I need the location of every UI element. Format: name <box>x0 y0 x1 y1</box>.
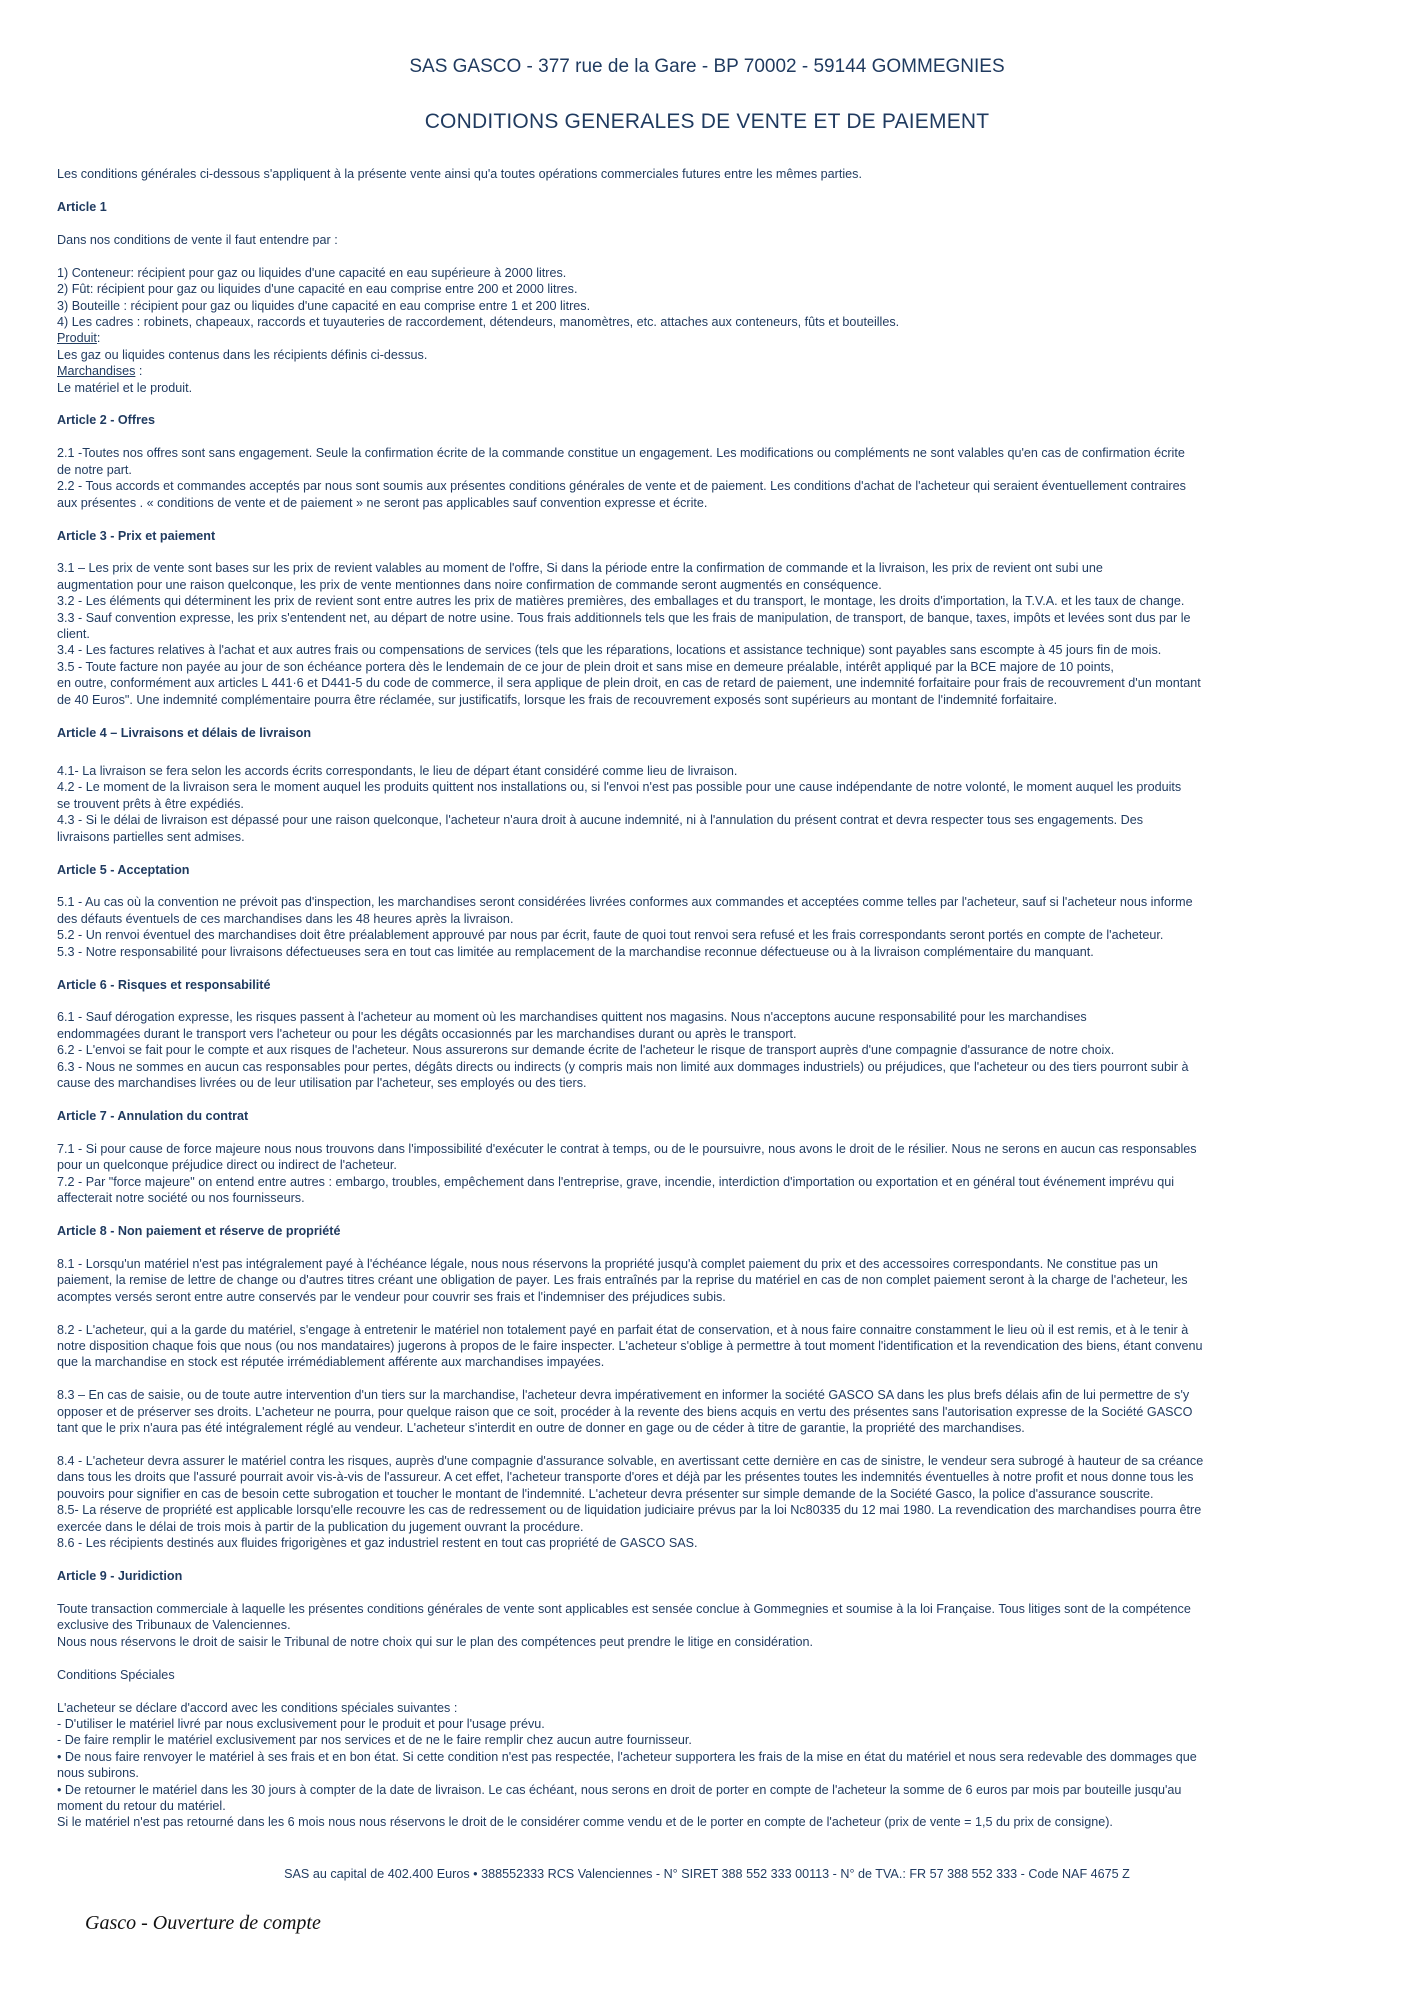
article-9-line: Nous nous réservons le droit de saisir le Tribunal de notre choix qui sur le plan des compétences peut prendre le litige en considération. <box>57 1634 814 1649</box>
article-8-1-line: paiement, la remise de lettre de change ou d'autres titres créant une obligation de payer. Les frais entraînés par la reprise du matériel en cas de non complet paiement seront à la charge de l'acheteur, les <box>57 1273 1188 1288</box>
article-9-line: exclusive des Tribunaux de Valenciennes. <box>57 1618 291 1633</box>
article-6-line: 6.1 - Sauf dérogation expresse, les risques passent à l'acheteur au moment où les marchandises quittent nos magasins. Nous n'acceptons aucune responsabilité pour les marchandises <box>57 1010 1087 1025</box>
article-5-heading: Article 5 - Acceptation <box>57 862 190 877</box>
special-conditions-line: L'acheteur se déclare d'accord avec les conditions spéciales suivantes : <box>57 1700 458 1715</box>
marchandises-label: Marchandises <box>57 364 136 379</box>
article-1-item: 2) Fût: récipient pour gaz ou liquides d'une capacité en eau comprise entre 200 et 2000 litres. <box>57 282 578 297</box>
article-6-heading: Article 6 - Risques et responsabilité <box>57 977 271 992</box>
article-6-line: 6.2 - L'envoi se fait pour le compte et aux risques de l'acheteur. Nous assurerons sur demande écrite de l'acheteur le risque de transport auprès d'une compagnie d'assurance de notre choix. <box>57 1043 1115 1058</box>
article-1-item: 4) Les cadres : robinets, chapeaux, raccords et tuyauteries de raccordement, détendeurs, manomètres, etc. attaches aux conteneurs, fûts et bouteilles. <box>57 314 900 329</box>
article-1-lead: Dans nos conditions de vente il faut entendre par : <box>57 232 338 247</box>
special-conditions-line: - De faire remplir le matériel exclusivement par nos services et de ne le faire remplir chez aucun autre fournisseur. <box>57 1733 692 1748</box>
article-3-line: augmentation pour une raison quelconque, les prix de vente mentionnes dans noire confirmation de commande seront augmentés en conséquence. <box>57 577 882 592</box>
article-4-line: 4.1- La livraison se fera selon les accords écrits correspondants, le lieu de départ étant considéré comme lieu de livraison. <box>57 763 738 778</box>
article-8-heading: Article 8 - Non paiement et réserve de propriété <box>57 1224 341 1238</box>
article-7-line: 7.2 - Par "force majeure" on entend entre autres : embargo, troubles, empêchement dans l'entreprise, grave, incendie, interdiction d'importation ou exportation et en général tout événement imprévu qui <box>57 1174 1175 1189</box>
article-3-line: client. <box>57 627 90 642</box>
document-title: CONDITIONS GENERALES DE VENTE ET DE PAIEMENT <box>424 110 990 133</box>
article-5-line: des défauts éventuels de ces marchandises dans les 48 heures après la livraison. <box>57 911 514 926</box>
article-3-line: en outre, conformément aux articles L 441·6 et D441-5 du code de commerce, il sera applique de plein droit, en cas de retard de paiement, une indemnité forfaitaire pour frais de recouvrement d'un montant <box>57 676 1201 691</box>
article-8-3-line: opposer et de préserver ses droits. L'acheteur ne pourra, pour quelque raison que ce soit, procéder à la revente des biens acquis en vertu des présentes sans l'autorisation expresse de la Société GASCO <box>57 1404 1193 1419</box>
article-2-line: aux présentes . « conditions de vente et de paiement » ne seront pas applicables sauf convention expresse et écrite. <box>57 495 708 510</box>
article-3-line: 3.2 - Les éléments qui déterminent les prix de revient sont entre autres les prix de matières premières, des emballages et du transport, le montage, les droits d'importation, la T.V.A. et les taux de change. <box>57 594 1185 609</box>
article-5-line: 5.3 - Notre responsabilité pour livraisons défectueuses sera en tout cas limitée au remplacement de la marchandise reconnue défectueuse ou à la livraison complémentaire du manquant. <box>57 944 1094 959</box>
article-3-line: 3.3 - Sauf convention expresse, les prix s'entendent net, au départ de notre usine. Tous frais additionnels tels que les frais de manipulation, de transport, de banque, taxes, impôts et levées sont dus par le <box>57 610 1191 625</box>
article-6-line: 6.3 - Nous ne sommes en aucun cas responsables pour pertes, dégâts directs ou indirects (y compris mais non limité aux dommages industriels) ou préjudices, que l'acheteur ou des tiers pourront subir à <box>57 1059 1189 1074</box>
produit-label: Produit <box>57 331 97 346</box>
article-8-3-line: 8.3 – En cas de saisie, ou de toute autre intervention d'un tiers sur la marchandise, l'acheteur devra impérativement en informer la société GASCO SA dans les plus brefs délais afin de lui permettre de s'y <box>57 1388 1190 1403</box>
intro-paragraph: Les conditions générales ci-dessous s'appliquent à la présente vente ainsi qu'a toutes opérations commerciales futures entre les mêmes parties. <box>57 167 862 181</box>
article-7-heading: Article 7 - Annulation du contrat <box>57 1108 249 1123</box>
article-8-1-line: acomptes versés seront entre autre conservés par le vendeur pour couvrir ses frais et l'indemniser des préjudices subis. <box>57 1289 726 1304</box>
handwritten-signature-caption: Gasco - Ouverture de compte <box>85 1912 321 1934</box>
article-3-line: 3.5 - Toute facture non payée au jour de son échéance portera dès le lendemain de ce jour de plein droit et sans mise en demeure préalable, intérêt appliqué par la BCE majore de 10 points, <box>57 659 1114 674</box>
special-conditions-line: - D'utiliser le matériel livré par nous exclusivement pour le produit et pour l'usage prévu. <box>57 1716 545 1731</box>
article-8-2-line: que la marchandise en stock est réputée irrémédiablement afférente aux marchandises impayées. <box>57 1355 605 1370</box>
article-7-line: pour un quelconque préjudice direct ou indirect de l'acheteur. <box>57 1158 397 1173</box>
article-8-5-line: 8.5- La réserve de propriété est applicable lorsqu'elle recouvre les cas de redressement ou de liquidation judiciaire prévus par la loi Nc80335 du 12 mai 1980. La revendication des marchandises pourra être <box>57 1503 1202 1518</box>
marchandises-definition-text: Le matériel et le produit. <box>57 380 193 395</box>
article-8-4-line: dans tous les droits que l'assuré pourrait avoir vis-à-vis de l'assureur. A cet effet, l'acheteur transporte d'ores et déjà par les présentes toutes les indemnités éventuelles à notre profit et nous donne tous les <box>57 1470 1194 1485</box>
article-4-line: 4.3 - Si le délai de livraison est dépassé pour une raison quelconque, l'acheteur n'aura droit à aucune indemnité, ni à l'annulation du présent contrat et devra respecter tous ses engagements. Des <box>57 813 1144 828</box>
produit-definition-text: Les gaz ou liquides contenus dans les récipients définis ci-dessus. <box>57 347 428 362</box>
special-conditions-line: Si le matériel n'est pas retourné dans les 6 mois nous nous réservons le droit de le considérer comme vendu et de le porter en compte de l'acheteur (prix de vente = 1,5 du prix de consigne). <box>57 1815 1113 1830</box>
article-4-heading: Article 4 – Livraisons et délais de livraison <box>57 725 312 740</box>
article-4-line: se trouvent prêts à être expédiés. <box>57 796 244 811</box>
article-8-2-line: 8.2 - L'acheteur, qui a la garde du matériel, s'engage à entretenir le matériel non totalement payé en parfait état de conservation, et à nous faire connaitre constamment le lieu où il est remis, et à le tenir à <box>57 1322 1189 1337</box>
article-1-item: 3) Bouteille : récipient pour gaz ou liquides d'une capacité en eau comprise entre 1 et 200 litres. <box>57 298 591 313</box>
article-8-6-line: 8.6 - Les récipients destinés aux fluides frigorigènes et gaz industriel restent en tout cas propriété de GASCO SAS. <box>57 1536 698 1551</box>
article-8-1-line: 8.1 - Lorsqu'un matériel n'est pas intégralement payé à l'échéance légale, nous nous réservons la propriété jusqu'à complet paiement du prix et des accessoires correspondants. Ne constitue pas un <box>57 1256 1159 1271</box>
article-2-heading: Article 2 - Offres <box>57 413 155 428</box>
article-5-line: 5.2 - Un renvoi éventuel des marchandises doit être préalablement approuvé par nous par écrit, faute de quoi tout renvoi sera refusé et les frais correspondants seront portés en compte de l'acheteur. <box>57 928 1164 943</box>
article-3-line: 3.4 - Les factures relatives à l'achat et aux autres frais ou compensations de services (tels que les réparations, locations et assistance technique) sont payables sans escompte à 45 jours fin de mois. <box>57 643 1162 658</box>
article-1-item: 1) Conteneur: récipient pour gaz ou liquides d'une capacité en eau supérieure à 2000 litres. <box>57 265 567 280</box>
article-6-line: endommagées durant le transport vers l'acheteur ou pour les dégâts occasionnés par les marchandises durant ou après le transport. <box>57 1026 797 1041</box>
article-8-2-line: notre disposition chaque fois que nous (ou nos mandataires) jugerons à propos de le faire inspecter. L'acheteur s'oblige à permettre à tout moment l'identification et la revendication des biens, étant convenu <box>57 1339 1203 1354</box>
company-address-line: SAS GASCO - 377 rue de la Gare - BP 70002 - 59144 GOMMEGNIES <box>409 56 1005 77</box>
article-2-line: 2.1 -Toutes nos offres sont sans engagement. Seule la confirmation écrite de la commande constitue un engagement. Les modifications ou compléments ne sont valables qu'en cas de confirmation écrite <box>57 446 1185 461</box>
special-conditions-line: moment du retour du matériel. <box>57 1798 226 1813</box>
marchandises-definition-label: Marchandises : <box>57 364 143 379</box>
article-7-line: 7.1 - Si pour cause de force majeure nous nous trouvons dans l'impossibilité d'exécuter le contrat à temps, ou de le poursuivre, nous avons le droit de le résilier. Nous ne serons en aucun cas responsables <box>57 1141 1197 1156</box>
produit-definition-label: Produit: <box>57 331 101 346</box>
article-3-line: 3.1 – Les prix de vente sont bases sur les prix de revient valables au moment de l'offre, Si dans la période entre la confirmation de commande et la livraison, les prix de revient ont subi une <box>57 561 1103 576</box>
special-conditions-heading: Conditions Spéciales <box>57 1667 175 1682</box>
article-3-heading: Article 3 - Prix et paiement <box>57 528 216 543</box>
special-conditions-line: nous subirons. <box>57 1766 139 1781</box>
article-2-line: 2.2 - Tous accords et commandes acceptés par nous sont soumis aux présentes conditions générales de vente et de paiement. Les conditions d'achat de l'acheteur qui seraient éventuellement contraires <box>57 479 1186 494</box>
footer-company-info: SAS au capital de 402.400 Euros • 388552333 RCS Valenciennes - N° SIRET 388 552 333 00113 - N° de TVA.: FR 57 388 552 333 - Code NAF 4675 Z <box>284 1867 1130 1881</box>
article-9-heading: Article 9 - Juridiction <box>57 1569 183 1583</box>
article-6-line: cause des marchandises livrées ou de leur utilisation par l'acheteur, ses employés ou des tiers. <box>57 1076 587 1091</box>
article-5-line: 5.1 - Au cas où la convention ne prévoit pas d'inspection, les marchandises seront considérées livrées conformes aux commandes et acceptées comme telles par l'acheteur, sauf si l'acheteur nous informe <box>57 895 1193 910</box>
article-8-4-line: pouvoirs pour signifier en cas de besoin cette subrogation et toucher le montant de l'indemnité. L'acheteur devra présenter sur simple demande de la Société Gasco, la police d'assurance souscrite. <box>57 1486 1154 1501</box>
article-2-line: de notre part. <box>57 462 132 477</box>
article-4-line: livraisons partielles sent admises. <box>57 829 245 844</box>
article-9-line: Toute transaction commerciale à laquelle les présentes conditions générales de vente sont applicables est sensée conclue à Gommegnies et soumise à la loi Française. Tous litiges sont de la compétence <box>57 1601 1191 1616</box>
special-conditions-line: • De retourner le matériel dans les 30 jours à compter de la date de livraison. Le cas échéant, nous serons en droit de porter en compte de l'acheteur la somme de 6 euros par mois par bouteille jusqu'au <box>57 1782 1182 1797</box>
article-7-line: affecterait notre société ou nos fournisseurs. <box>57 1191 305 1206</box>
article-1-heading: Article 1 <box>57 199 107 214</box>
article-8-4-line: 8.4 - L'acheteur devra assurer le matériel contra les risques, auprès d'une compagnie d'assurance solvable, en avertissant cette dernière en cas de sinistre, le vendeur sera subrogé à hauteur de sa créance <box>57 1454 1204 1469</box>
article-8-5-line: exercée dans le délai de trois mois à partir de la publication du jugement ouvrant la procédure. <box>57 1519 584 1534</box>
document-body <box>57 166 1373 1831</box>
article-4-line: 4.2 - Le moment de la livraison sera le moment auquel les produits quittent nos installations ou, si l'envoi n'est pas possible pour une cause indépendante de notre volonté, le moment auquel les produits <box>57 780 1182 795</box>
special-conditions-line: • De nous faire renvoyer le matériel à ses frais et en bon état. Si cette condition n'est pas respectée, l'acheteur supportera les frais de la mise en état du matériel et nous sera redevable des dommages que <box>57 1749 1197 1764</box>
article-8-3-line: tant que le prix n'aura pas été intégralement réglé au vendeur. L'acheteur s'interdit en outre de donner en gage ou de céder à titre de garantie, la propriété des marchandises. <box>57 1421 1025 1436</box>
article-3-line: de 40 Euros". Une indemnité complémentaire pourra être réclamée, sur justificatifs, lorsque les frais de recouvrement exposés sont supérieurs au montant de l'indemnité forfaitaire. <box>57 692 1058 707</box>
